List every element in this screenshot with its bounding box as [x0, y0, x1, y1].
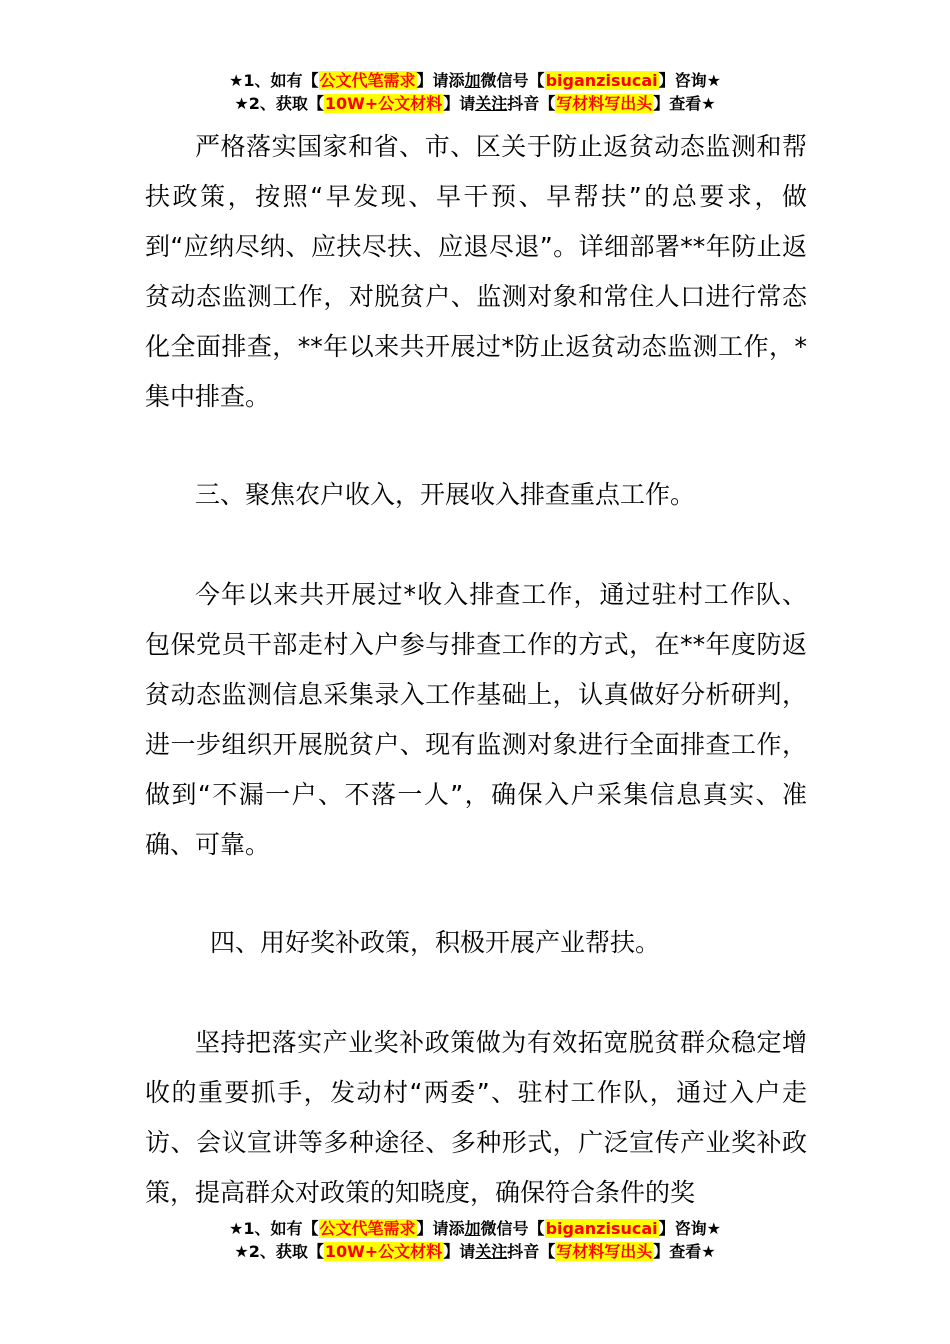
banner-text: 】请添	[416, 1219, 465, 1238]
paragraph-text: 今年以来共开展过*收入排查工作，通过驻村工作队、包保党员干部走村入户参与排查工作的方式，在**年度防返贫动态监测信息采集录入工作基础上，认真做好分析研判，进一步组织开展脱贫户、现有监测对象进行全面排查工作，做到“不漏一户、不落一人”，确保入户采集信息真实、准确、可靠。	[145, 580, 807, 859]
document-paragraph-3	[145, 1018, 807, 1218]
banner-text: ★1、如有【	[229, 71, 319, 90]
banner-text: 抖音【	[507, 1242, 556, 1261]
section-heading-4	[145, 918, 807, 968]
banner-line-2	[0, 1241, 950, 1264]
section-heading-3	[145, 470, 807, 520]
banner-underlined-text: 加	[464, 1219, 481, 1238]
banner-highlight: 10W+公文材料	[324, 94, 443, 113]
banner-text: 】咨询★	[658, 71, 721, 90]
banner-text: 】查看★	[653, 94, 716, 113]
heading-text: 三、聚焦农户收入，开展收入排查重点工作。	[195, 480, 696, 509]
paragraph-text: 坚持把落实产业奖补政策做为有效拓宽脱贫群众稳定增收的重要抓手，发动村“两委”、驻村工作队，通过入户走访、会议宣讲等多种途径、多种形式，广泛宣传产业奖补政策，提高群众对政策的知晓度，确保符合条件的奖	[145, 1028, 807, 1207]
banner-highlight: 公文代笔需求	[319, 1219, 416, 1238]
banner-highlight: biganzisucai	[545, 71, 658, 90]
banner-highlight: 写材料写出头	[556, 1242, 653, 1261]
banner-highlight: 公文代笔需求	[319, 71, 416, 90]
banner-underlined-text: 加	[464, 71, 481, 90]
banner-line-1	[0, 1218, 950, 1241]
paragraph-text: 严格落实国家和省、市、区关于防止返贫动态监测和帮扶政策，按照“早发现、早干预、早帮扶”的总要求，做到“应纳尽纳、应扶尽扶、应退尽退”。详细部署**年防止返贫动态监测工作，对脱贫户、监测对象和常住人口进行常态化全面排查，**年以来共开展过*防止返贫动态监测工作，*集中排查。	[145, 132, 807, 411]
banner-text: 】查看★	[653, 1242, 716, 1261]
banner-line-2	[0, 93, 950, 116]
banner-text: 】咨询★	[658, 1219, 721, 1238]
banner-underlined-text: 关注	[475, 94, 508, 113]
banner-text: 抖音【	[507, 94, 556, 113]
banner-text: 微信号【	[480, 1219, 545, 1238]
heading-text: 四、用好奖补政策，积极开展产业帮扶。	[210, 928, 661, 957]
document-paragraph-2	[145, 570, 807, 870]
banner-text: ★2、获取【	[234, 1242, 324, 1261]
header-banner	[0, 70, 950, 116]
banner-text: ★2、获取【	[234, 94, 324, 113]
banner-line-1	[0, 70, 950, 93]
banner-highlight: 10W+公文材料	[324, 1242, 443, 1261]
banner-text: 微信号【	[480, 71, 545, 90]
banner-text: ★1、如有【	[229, 1219, 319, 1238]
banner-text: 】请添	[416, 71, 465, 90]
footer-banner	[0, 1218, 950, 1264]
banner-text: 】请	[443, 94, 476, 113]
banner-highlight: 写材料写出头	[556, 94, 653, 113]
banner-underlined-text: 关注	[475, 1242, 508, 1261]
banner-text: 】请	[443, 1242, 476, 1261]
document-paragraph-1	[145, 122, 807, 422]
banner-highlight: biganzisucai	[545, 1219, 658, 1238]
